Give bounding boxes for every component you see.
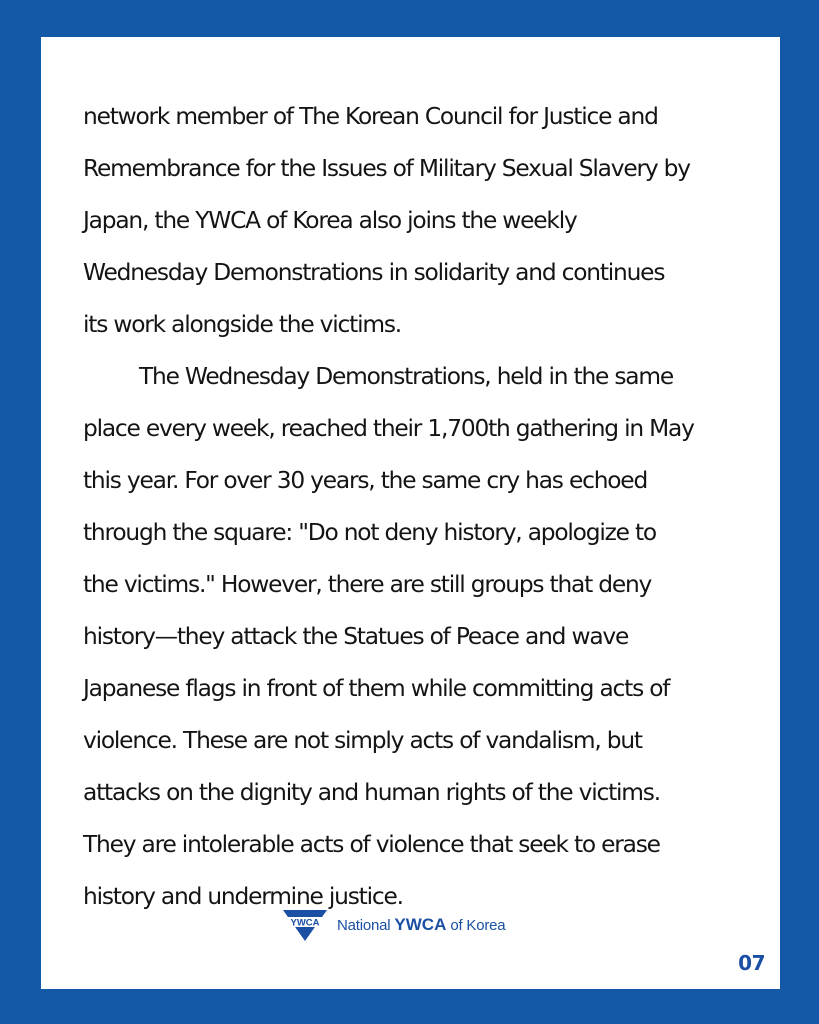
page-number: 07	[738, 951, 765, 975]
text-line: attacks on the dignity and human rights of the victims.	[83, 779, 660, 806]
org-name-suffix: of Korea	[446, 917, 506, 934]
page-card	[41, 37, 780, 989]
text-line: the victims." However, there are still groups that deny	[83, 571, 652, 598]
text-line-paragraph-start: The Wednesday Demonstrations, held in the same	[139, 363, 673, 390]
text-line: Wednesday Demonstrations in solidarity and continues	[83, 259, 665, 286]
text-line: network member of The Korean Council for Justice and	[83, 103, 658, 130]
org-name	[337, 915, 505, 935]
text-line: this year. For over 30 years, the same cry has echoed	[83, 467, 648, 494]
org-name-prefix: National	[337, 917, 395, 934]
text-line: They are intolerable acts of violence that seek to erase	[83, 831, 660, 858]
text-line: history—they attack the Statues of Peace and wave	[83, 623, 629, 650]
text-line: violence. These are not simply acts of vandalism, but	[83, 727, 642, 754]
text-line: place every week, reached their 1,700th gathering in May	[83, 415, 694, 442]
text-line: Japan, the YWCA of Korea also joins the weekly	[83, 207, 577, 234]
text-line: history and undermine justice.	[83, 883, 403, 910]
org-name-brand: YWCA	[394, 915, 447, 934]
text-line: through the square: "Do not deny history, apologize to	[83, 519, 656, 546]
text-line: Japanese flags in front of them while committing acts of	[83, 675, 670, 702]
text-line: its work alongside the victims.	[83, 311, 401, 338]
org-logo	[281, 905, 505, 945]
text-line: Remembrance for the Issues of Military Sexual Slavery by	[83, 155, 690, 182]
body-text	[83, 91, 753, 923]
logo-mark-text: YWCA	[290, 917, 320, 929]
ywca-logo-icon	[281, 907, 329, 943]
